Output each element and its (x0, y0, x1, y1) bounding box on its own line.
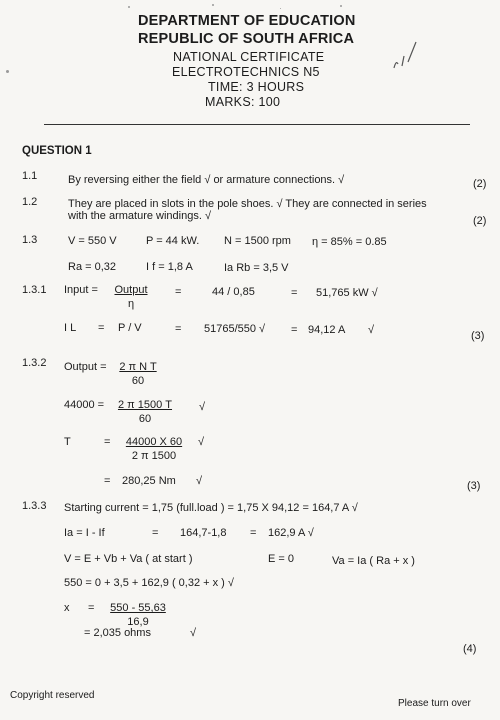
input-label: Input = (64, 284, 98, 296)
fraction-denominator: 60 (131, 375, 145, 387)
item-number: 1.3 (22, 234, 38, 246)
tick-mark: √ (199, 401, 206, 413)
marks-label: (2) (473, 178, 487, 190)
question-title: QUESTION 1 (22, 145, 92, 157)
equals-sign: = (175, 323, 182, 335)
marks-label: (4) (463, 643, 477, 655)
value-label: 44000 = (64, 399, 105, 411)
ia-result: 162,9 A √ (268, 527, 314, 539)
scan-speck (280, 8, 281, 9)
given-ra: Ra = 0,32 (68, 261, 117, 273)
x-result: = 2,035 ohms (84, 627, 151, 639)
scan-speck (212, 4, 214, 6)
ia-formula: Ia = I - If (64, 527, 105, 539)
pen-mark-icon (390, 38, 420, 72)
tick-mark: √ (368, 324, 375, 336)
answer-text: By reversing either the field √ or armature connections. √ (68, 174, 345, 186)
x-label: x (64, 602, 70, 614)
item-number: 1.3.3 (22, 500, 47, 512)
torque-result: 280,25 Nm (122, 475, 176, 487)
input-calc: 44 / 0,85 (212, 286, 255, 298)
fraction-denominator: 60 (138, 413, 152, 425)
equals-sign: = (98, 322, 105, 334)
copyright-footer: Copyright reserved (10, 690, 95, 701)
header-certificate: NATIONAL CERTIFICATE (173, 50, 325, 64)
scan-speck (340, 5, 342, 7)
header-time: TIME: 3 HOURS (208, 80, 305, 94)
output-over-eta-fraction (107, 284, 155, 310)
il-result: 94,12 A (308, 324, 346, 336)
equals-sign: = (104, 475, 111, 487)
marks-label: (3) (467, 480, 481, 492)
given-power: P = 44 kW. (146, 235, 200, 247)
item-number: 1.2 (22, 196, 38, 208)
starting-current-line: Starting current = 1,75 (full.load ) = 1,75 X 94,12 = 164,7 A √ (64, 502, 358, 514)
tick-mark: √ (190, 627, 197, 639)
equals-sign: = (104, 436, 111, 448)
pv-formula: P / V (118, 322, 142, 334)
scan-speck (128, 6, 130, 8)
header-subject: ELECTROTECHNICS N5 (172, 65, 320, 79)
header-department: DEPARTMENT OF EDUCATION (138, 13, 356, 29)
item-number: 1.1 (22, 170, 38, 182)
input-result: 51,765 kW √ (316, 287, 378, 299)
equals-sign: = (175, 286, 182, 298)
fraction-numerator: 2 π N T (119, 361, 157, 373)
emf-zero: E = 0 (268, 553, 294, 565)
equals-sign: = (291, 324, 298, 336)
fraction-numerator: 44000 X 60 (125, 436, 183, 448)
fraction-denominator: η (127, 298, 135, 310)
equals-sign: = (88, 602, 95, 614)
given-speed: N = 1500 rpm (224, 235, 291, 247)
tick-mark: √ (198, 436, 205, 448)
header-republic: REPUBLIC OF SOUTH AFRICA (138, 31, 355, 47)
torque-fraction (112, 436, 196, 462)
given-voltage: V = 550 V (68, 235, 117, 247)
header-marks: MARKS: 100 (205, 95, 281, 109)
power-torque-fraction (114, 361, 162, 387)
answer-text: with the armature windings. √ (68, 210, 211, 222)
fraction-denominator: 2 π 1500 (131, 450, 177, 462)
voltage-equation: V = E + Vb + Va ( at start ) (64, 553, 193, 565)
tick-mark: √ (196, 475, 203, 487)
turn-over-footer: Please turn over (398, 698, 471, 709)
torque-label: T (64, 436, 71, 448)
fraction-numerator: 2 π 1500 T (117, 399, 173, 411)
x-fraction (100, 602, 176, 628)
fraction-denominator: 16,9 (127, 616, 149, 628)
il-label: I L (64, 322, 77, 334)
substituted-equation: 550 = 0 + 3,5 + 162,9 ( 0,32 + x ) √ (64, 577, 234, 589)
equals-sign: = (152, 527, 159, 539)
equals-sign: = (250, 527, 257, 539)
item-number: 1.3.1 (22, 284, 47, 296)
va-equation: Va = Ia ( Ra + x ) (332, 555, 415, 567)
answer-text: They are placed in slots in the pole shoes. √ They are connected in series (68, 198, 427, 210)
item-number: 1.3.2 (22, 357, 47, 369)
given-efficiency: η = 85% = 0.85 (312, 236, 387, 248)
output-label: Output = (64, 361, 107, 373)
given-iarb: Ia Rb = 3,5 V (224, 262, 289, 274)
marks-label: (3) (471, 330, 485, 342)
ia-calc: 164,7-1,8 (180, 527, 227, 539)
equals-sign: = (291, 287, 298, 299)
fraction-numerator: 550 - 55,63 (110, 602, 166, 614)
fraction-numerator: Output (114, 284, 148, 296)
header-divider (44, 124, 470, 125)
scan-speck (6, 70, 9, 73)
il-calc: 51765/550 √ (204, 323, 266, 335)
substitution-fraction (112, 399, 178, 425)
marks-label: (2) (473, 215, 487, 227)
given-if: I f = 1,8 A (146, 261, 193, 273)
